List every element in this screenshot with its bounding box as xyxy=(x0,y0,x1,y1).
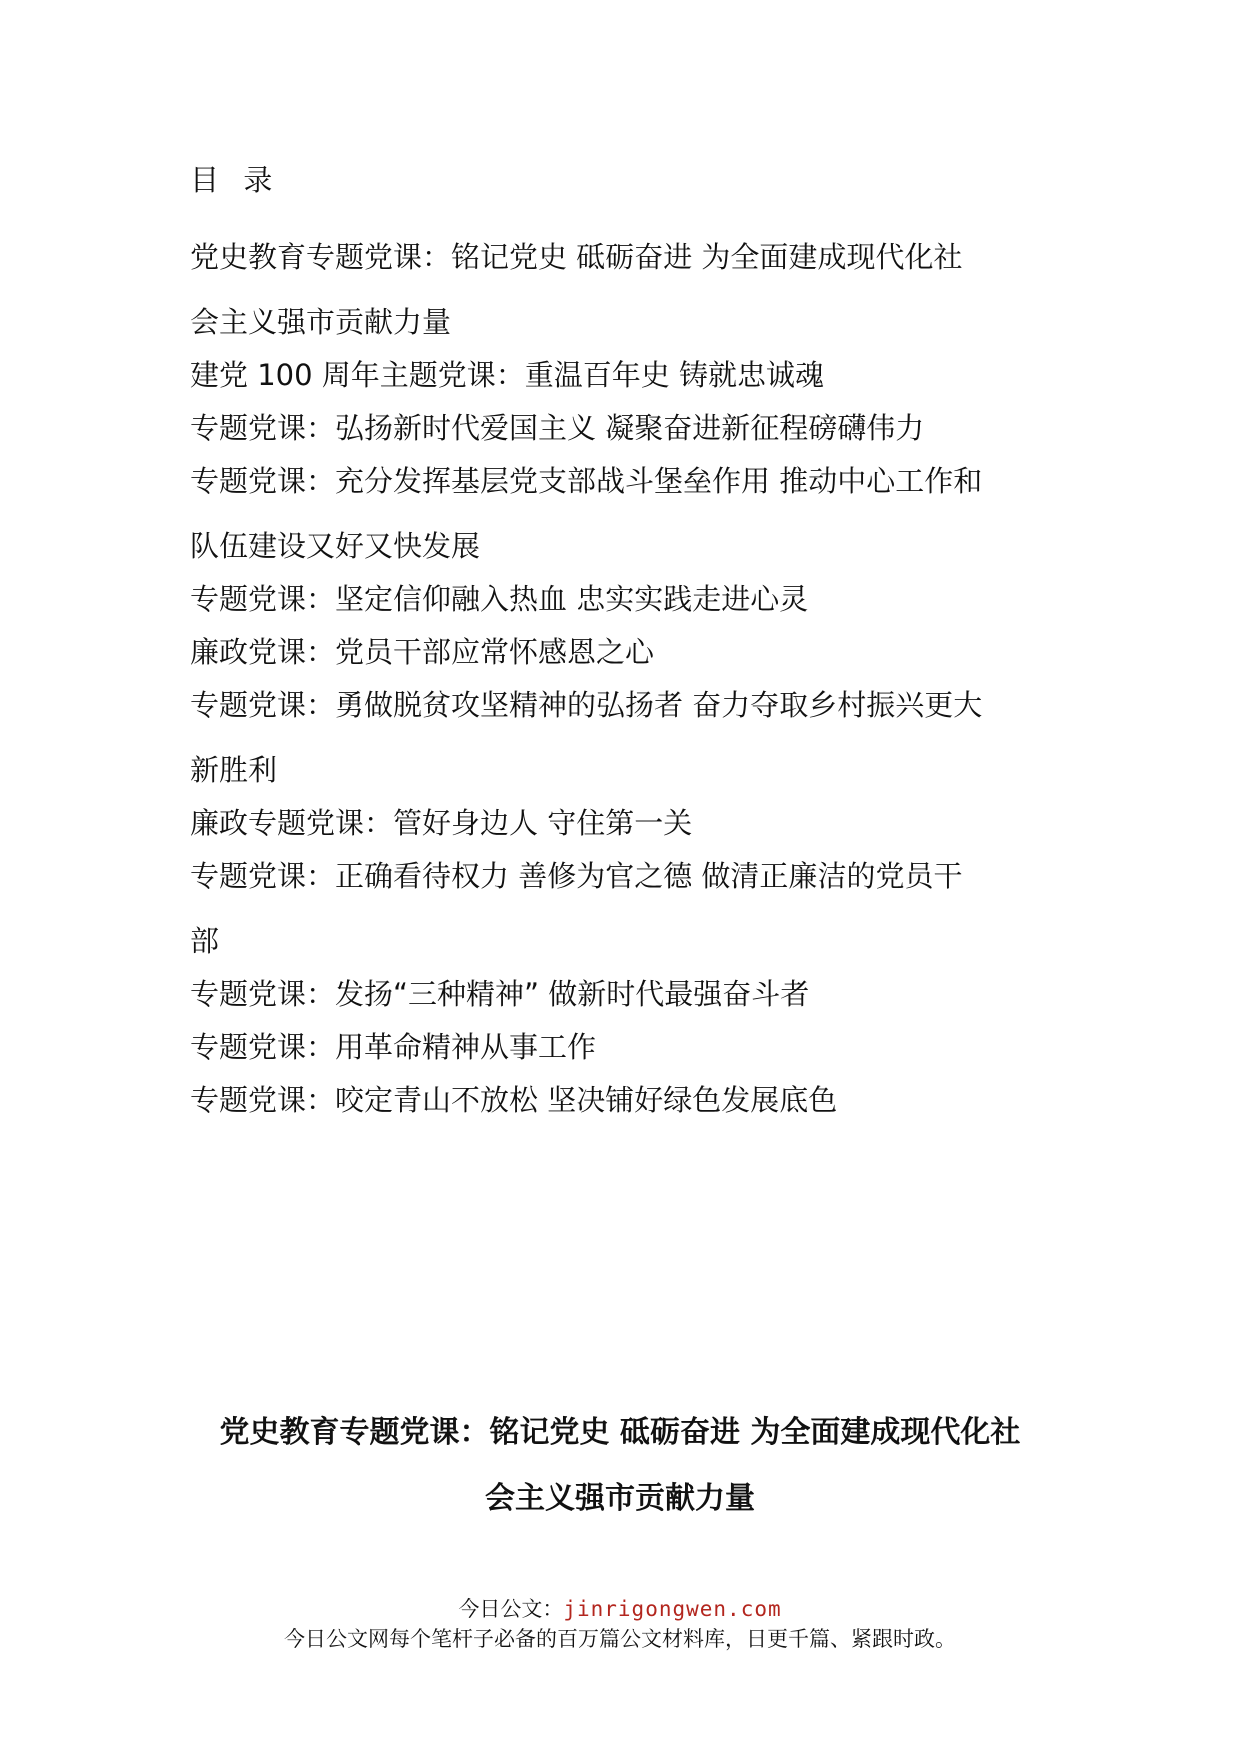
toc-item-line: 廉政专题党课：管好身边人 守住第一关 xyxy=(190,806,693,840)
footer-tagline: 今日公文网每个笔杆子必备的百万篇公文材料库，日更千篇、紧跟时政。 xyxy=(284,1627,956,1651)
toc-item-line: 专题党课：充分发挥基层党支部战斗堡垒作用 推动中心工作和 xyxy=(190,464,983,498)
article-title-line-1: 党史教育专题党课：铭记党史 砥砺奋进 为全面建成现代化社 xyxy=(219,1415,1021,1450)
toc-item-line: 会主义强市贡献力量 xyxy=(190,305,452,339)
article-title-line-2: 会主义强市贡献力量 xyxy=(485,1481,755,1516)
toc-item-line: 建党 100 周年主题党课：重温百年史 铸就忠诚魂 xyxy=(190,358,825,392)
toc-item[interactable] xyxy=(190,449,1060,579)
toc-item[interactable] xyxy=(190,1068,1060,1133)
toc-item-line: 新胜利 xyxy=(190,753,278,787)
toc-item-line: 专题党课：用革命精神从事工作 xyxy=(190,1030,597,1064)
toc-item-line: 专题党课：坚定信仰融入热血 忠实实践走进心灵 xyxy=(190,582,809,616)
footer-site xyxy=(0,1594,1240,1624)
toc-item-line: 专题党课：正确看待权力 善修为官之德 做清正廉洁的党员干 xyxy=(190,859,963,893)
footer-site-url[interactable]: jinrigongwen.com xyxy=(563,1597,782,1621)
page-footer xyxy=(0,1594,1240,1654)
toc-item-line: 廉政党课：党员干部应常怀感恩之心 xyxy=(190,635,655,669)
toc-item[interactable] xyxy=(190,844,1060,974)
article-title xyxy=(160,1400,1080,1532)
toc-item-line: 专题党课：勇做脱贫攻坚精神的弘扬者 奋力夺取乡村振兴更大 xyxy=(190,688,983,722)
toc-item-line: 党史教育专题党课：铭记党史 砥砺奋进 为全面建成现代化社 xyxy=(190,240,963,274)
toc-item-line: 专题党课：咬定青山不放松 坚决铺好绿色发展底色 xyxy=(190,1083,838,1117)
table-of-contents xyxy=(190,160,1060,1133)
toc-item[interactable] xyxy=(190,225,1060,355)
toc-heading: 目 录 xyxy=(190,163,275,197)
toc-item-line: 专题党课：发扬“三种精神” 做新时代最强奋斗者 xyxy=(190,977,810,1011)
toc-item-line: 专题党课：弘扬新时代爱国主义 凝聚奋进新征程磅礴伟力 xyxy=(190,411,925,445)
toc-item-line: 部 xyxy=(190,924,220,958)
toc-item-line: 队伍建设又好又快发展 xyxy=(190,529,481,563)
footer-site-label: 今日公文： xyxy=(458,1597,564,1621)
toc-item[interactable] xyxy=(190,673,1060,803)
toc-list xyxy=(190,225,1060,1133)
